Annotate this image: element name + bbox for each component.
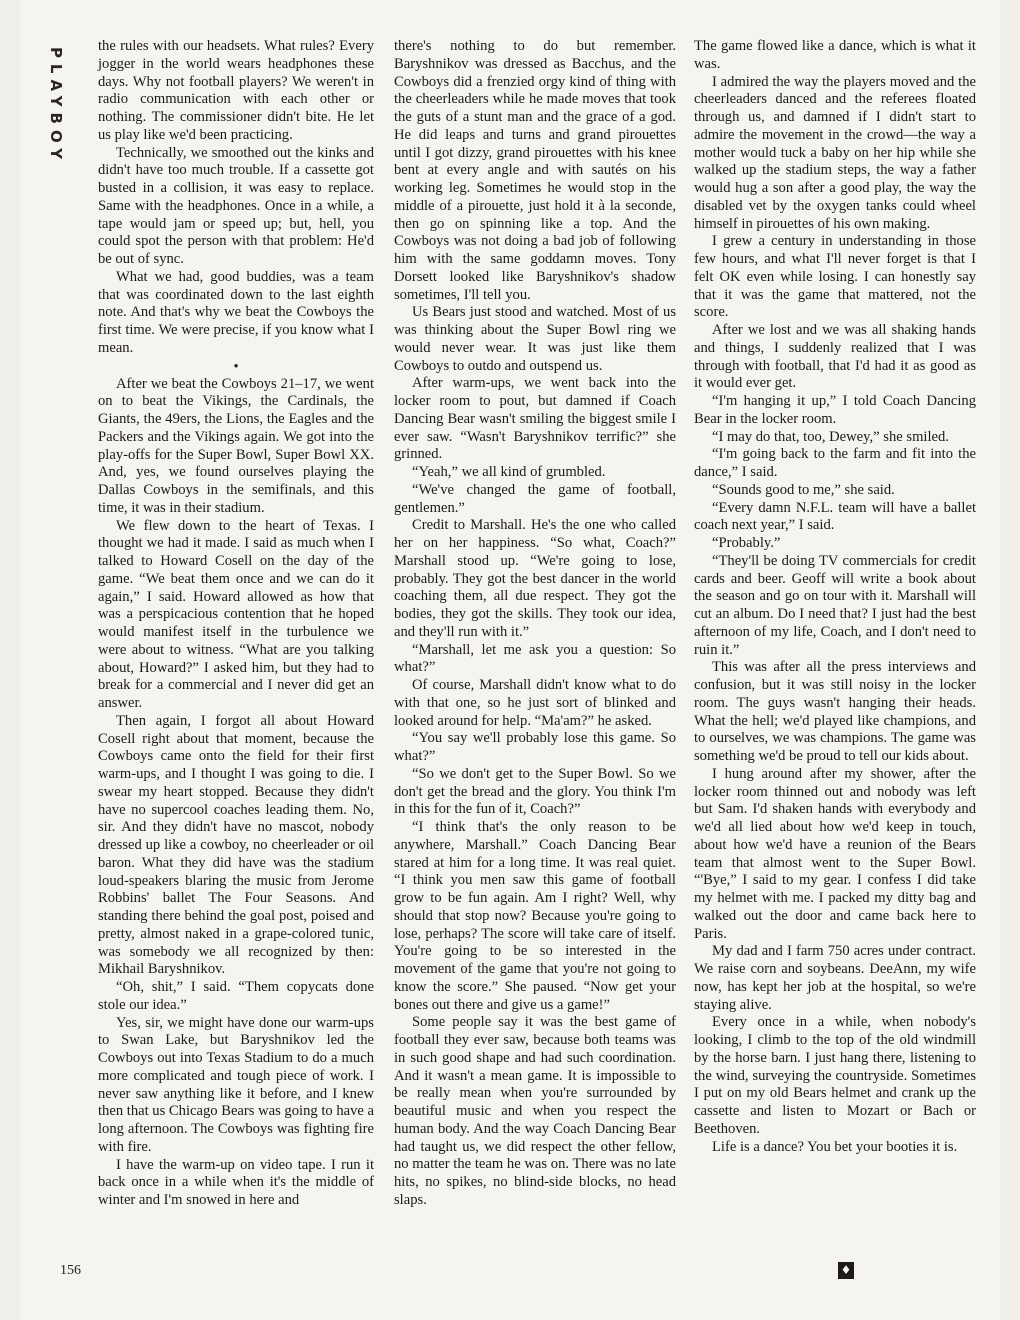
paragraph: Yes, sir, we might have done our warm-ups to Swan Lake, but Baryshnikov led the Cowboys out into Texas Stadium to do a much more complicated and tough piece of work. I never saw anything like it before, and I knew then that us Chicago Bears was going to have a long afternoon. The Cowboys was fighting fire with fire. (98, 1014, 374, 1155)
paragraph: “Probably.” (712, 535, 781, 551)
paragraph: “So we don't get to the Super Bowl. So we don't get the bread and the glory. You think I'm in this for the fun of it, Coach?” (394, 765, 676, 818)
paragraph: The game flowed like a dance, which is what it was. (694, 38, 976, 72)
paragraph: Of course, Marshall didn't know what to do with that one, so he just sort of blinked and looked around for help. “Ma'am?” he asked. (394, 677, 676, 729)
paragraph: This was after all the press interviews and confusion, but it was still noisy in the locker room. The guys wasn't hanging their heads. What the hell; we'd played like champions, and to ourselves, we was champions. The game was something we'd be proud to tell our kids about. (694, 659, 976, 764)
paragraph: I hung around after my shower, after the locker room thinned out and nobody was left but Sam. I'd shaken hands with everybody and we'd all lied about how we'd keep in touch, about how we'd have a reunion of the Bears team that almost went to the Super Bowl. “'Bye,” I said to my gear. I confess I did take my helmet with me. I packed my ditty bag and walked out the door and came back here to Paris. (694, 765, 976, 942)
running-head-text: PLAYBOY (47, 46, 65, 166)
paragraph: Some people say it was the best game of football they ever saw, because both teams was in such good shape and had such coordination. And it wasn't a mean game. It is impossible to be really mean when you're surrounded by beautiful music and when you respect the human body. And the way Coach Dancing Bear had taught us, we did respect the other fellow, no matter the team he was on. There was no late hits, no spikes, no blind-side blocks, no head slaps. (394, 1014, 676, 1208)
magazine-page (20, 0, 1000, 1320)
paragraph: After we lost and we was all shaking hands and things, I suddenly realized that I was through with football, that I'd had it as good as it would ever get. (694, 322, 976, 392)
paragraph: I have the warm-up on video tape. I run it back once in a while when it's the middle of winter and I'm snowed in here and (98, 1156, 374, 1208)
paragraph: “Oh, shit,” I said. “Them copycats done stole our idea.” (98, 979, 374, 1013)
paragraph: “Yeah,” we all kind of grumbled. (412, 464, 606, 480)
paragraph: What we had, good buddies, was a team that was coordinated down to the last eighth note. And that's why we beat the Cowboys the first time. We were precise, if you know what I mean. (98, 268, 374, 356)
paragraph: I grew a century in understanding in those few hours, and what I'll never forget is that I felt OK even while losing. I can honestly say that it was the game that mattered, not the score. (694, 233, 976, 321)
running-head (42, 36, 66, 166)
paragraph: Technically, we smoothed out the kinks and didn't have too much trouble. If a cassette got busted in a collision, it was easy to replace. Same with the headphones. Once in a while, a tape would jam or speed up; but, hell, you could spot the person with that problem: He'd be out of sync. (98, 144, 374, 267)
paragraph: there's nothing to do but remember. Baryshnikov was dressed as Bacchus, and the Cowboys did a frenzied orgy kind of thing with the cheerleaders while he made moves that took the guts of a stunt man and the grace of a god. He did leaps and turns and grand pirouettes until I got dizzy, grand pirouettes with his knee bent at every angle and with sautés on his working leg. Sometimes he would stop in the middle of a pirouette, just hold it à la seconde, then go on spinning like a top. And the Cowboys was not doing a bad job of following him with the same goddamn moves. Tony Dorsett looked like Baryshnikov's shadow sometimes, I'll tell you. (394, 38, 676, 303)
paragraph: “I think that's the only reason to be anywhere, Marshall.” Coach Dancing Bear stared at him for a long time. It was real quiet. “I think you men saw this game of football grow to be fun again. Am I right? Well, why should that stop now? Because you're going to lose, perhaps? The score will take care of itself. You're going to be so interested in the movement of the game that you're not going to know the score.” She paused. “Now get your bones out there and give us a game!” (394, 819, 676, 1013)
column-3 (694, 38, 976, 1156)
paragraph: “They'll be doing TV commercials for credit cards and beer. Geoff will write a book about the season and go on tour with it. Marshall will cut an album. Do I need that? I just had the best afternoon of my life, Coach, and I don't need to ruin it.” (694, 552, 976, 658)
column-2 (394, 38, 676, 1210)
paragraph: Life is a dance? You bet your booties it is. (712, 1138, 958, 1155)
paragraph: “Every damn N.F.L. team will have a ballet coach next year,” I said. (694, 499, 976, 534)
paragraph: the rules with our headsets. What rules? Every jogger in the world wears headphones these days. Why not football players? We weren't in radio communication with each other or nothing. The commissioner didn't bite. He let us play like we'd been practicing. (98, 38, 374, 143)
paragraph: “Sounds good to me,” she said. (712, 481, 895, 498)
paragraph: “I'm going back to the farm and fit into the dance,” I said. (694, 446, 976, 480)
paragraph: Us Bears just stood and watched. Most of us was thinking about the Super Bowl ring we would never wear. It was just like them Cowboys to outdo and outspend us. (394, 304, 676, 374)
paragraph: I admired the way the players moved and the cheerleaders danced and the referees floated through us, and damned if I didn't start to admire the movement in the crowd—the way a mother would tuck a baby on her hip while she walked up the stadium steps, the way a father would hug a son after a good play, the way the disabled vet by the oxygen tanks could wheel himself in pirouettes of his own making. (694, 73, 976, 232)
end-mark-icon: ♦ (838, 1262, 854, 1279)
paragraph: “Marshall, let me ask you a question: So what?” (394, 641, 676, 676)
paragraph: After we beat the Cowboys 21–17, we went on to beat the Vikings, the Cardinals, the Giants, the 49ers, the Lions, the Eagles and the Packers and the Vikings again. We got into the play-offs for the Super Bowl, Super Bowl XX. And, yes, we found ourselves playing the Dallas Cowboys in the semifinals, and this time, it was in their stadium. (98, 375, 374, 516)
page-number: 156 (60, 1263, 81, 1278)
paragraph: Then again, I forgot all about Howard Cosell right about that moment, because the Cowboys came onto the field for their first warm-ups, and I thought I was going to die. I swear my heart stopped. Because they didn't have no supercool coaches leading them. No, sir. And they didn't have no mascot, nobody dressed up like a cowboy, no cheerleader or oil baron. What they did have was the stadium loud-speakers blaring the music from Jerome Robbins' ballet The Four Seasons. And standing there behind the goal post, poised and pretty, almost naked in a grape-colored tunic, was somebody we all recognized by then: Mikhail Baryshnikov. (98, 712, 374, 978)
paragraph: “You say we'll probably lose this game. So what?” (394, 730, 676, 764)
paragraph: After warm-ups, we went back into the locker room to pout, but damned if Coach Dancing Bear wasn't smiling the biggest smile I ever saw. “Wasn't Baryshnikov terrific?” she grinned. (394, 375, 676, 463)
paragraph: “I may do that, too, Dewey,” she smiled. (712, 428, 949, 445)
paragraph: “We've changed the game of football, gentlemen.” (394, 481, 676, 516)
paragraph: Every once in a while, when nobody's looking, I climb to the top of the old windmill by the horse barn. I just hang there, listening to the wind, surveying the countryside. Sometimes I put on my old Bears helmet and crank up the cassette and listen to Mozart or Bach or Beethoven. (694, 1014, 976, 1137)
paragraph: My dad and I farm 750 acres under contract. We raise corn and soybeans. DeeAnn, my wife now, has kept her job at the hospital, so we're staying alive. (694, 943, 976, 1013)
section-separator: • (233, 358, 239, 375)
column-1 (98, 38, 374, 1210)
paragraph: Credit to Marshall. He's the one who called her on her happiness. “So what, Coach?” Marshall stood up. “We're going to lose, probably. They got the best dancer in the world coaching them, all due respect. They got the bodies, they got the skills. They took our idea, and they'll run with it.” (394, 517, 676, 640)
paragraph: We flew down to the heart of Texas. I thought we had it made. I said as much when I talked to Howard Cosell on the day of the game. “We beat them once and we can do it again,” I said. Howard allowed as how that was a perspicacious contention that he hoped would manifest itself in the turbulence we were about to witness. “What are you talking about, Howard?” I asked him, but they had to break for a commercial and I never did get an answer. (98, 517, 374, 711)
paragraph: “I'm hanging it up,” I told Coach Dancing Bear in the locker room. (694, 393, 976, 427)
